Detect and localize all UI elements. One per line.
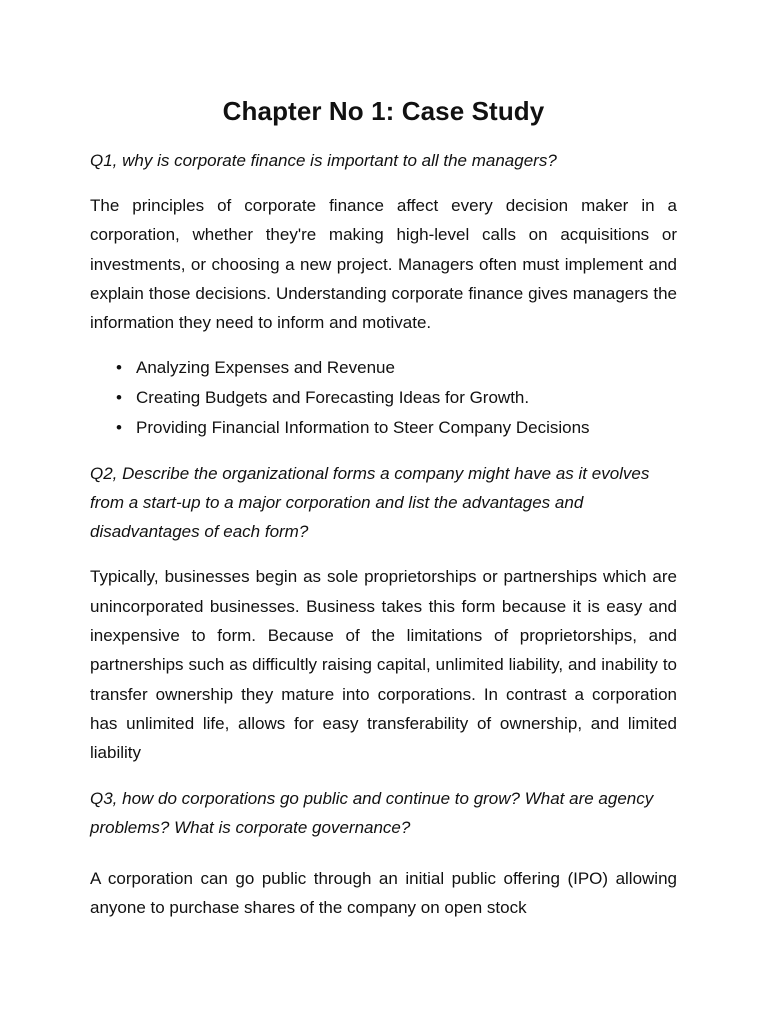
list-item (90, 413, 677, 443)
answer-1: The principles of corporate finance affect every decision maker in a corporation, whether they're making high-level calls on acquisitions or investments, or choosing a new project. Managers often must implement and explain those decisions. Understanding corporate finance gives managers the information they need to inform and motivate. (90, 196, 677, 333)
page-title: Chapter No 1: Case Study (222, 96, 545, 126)
bullet-text: Providing Financial Information to Steer Company Decisions (136, 418, 590, 438)
bullet-list (90, 353, 677, 443)
bullet-icon: • (116, 418, 122, 438)
bullet-text: Analyzing Expenses and Revenue (136, 358, 395, 378)
bullet-icon: • (116, 358, 122, 378)
answer-2: Typically, businesses begin as sole proprietorships or partnerships which are unincorporated businesses. Business takes this form because it is easy and inexpensive to form. Because of the limitations of proprietorships, and partnerships such as difficultly raising capital, unlimited liability, and inability to transfer ownership they mature into corporations. In contrast a corporation has unlimited life, allows for easy transferability of ownership, and limited liability (90, 567, 677, 763)
question-3: Q3, how do corporations go public and continue to grow? What are agency problems? What is corporate governance? (90, 788, 654, 837)
bullet-text: Creating Budgets and Forecasting Ideas for Growth. (136, 388, 530, 408)
question-1: Q1, why is corporate finance is important to all the managers? (90, 151, 557, 170)
list-item (90, 383, 677, 413)
question-2: Q2, Describe the organizational forms a company might have as it evolves from a start-up to a major corporation and list the advantages and disadvantages of each form? (90, 464, 650, 542)
answer-3: A corporation can go public through an initial public offering (IPO) allowing anyone to purchase shares of the company on open stock (90, 868, 677, 917)
bullet-icon: • (116, 388, 122, 408)
list-item (90, 353, 677, 383)
document-content (90, 94, 677, 938)
